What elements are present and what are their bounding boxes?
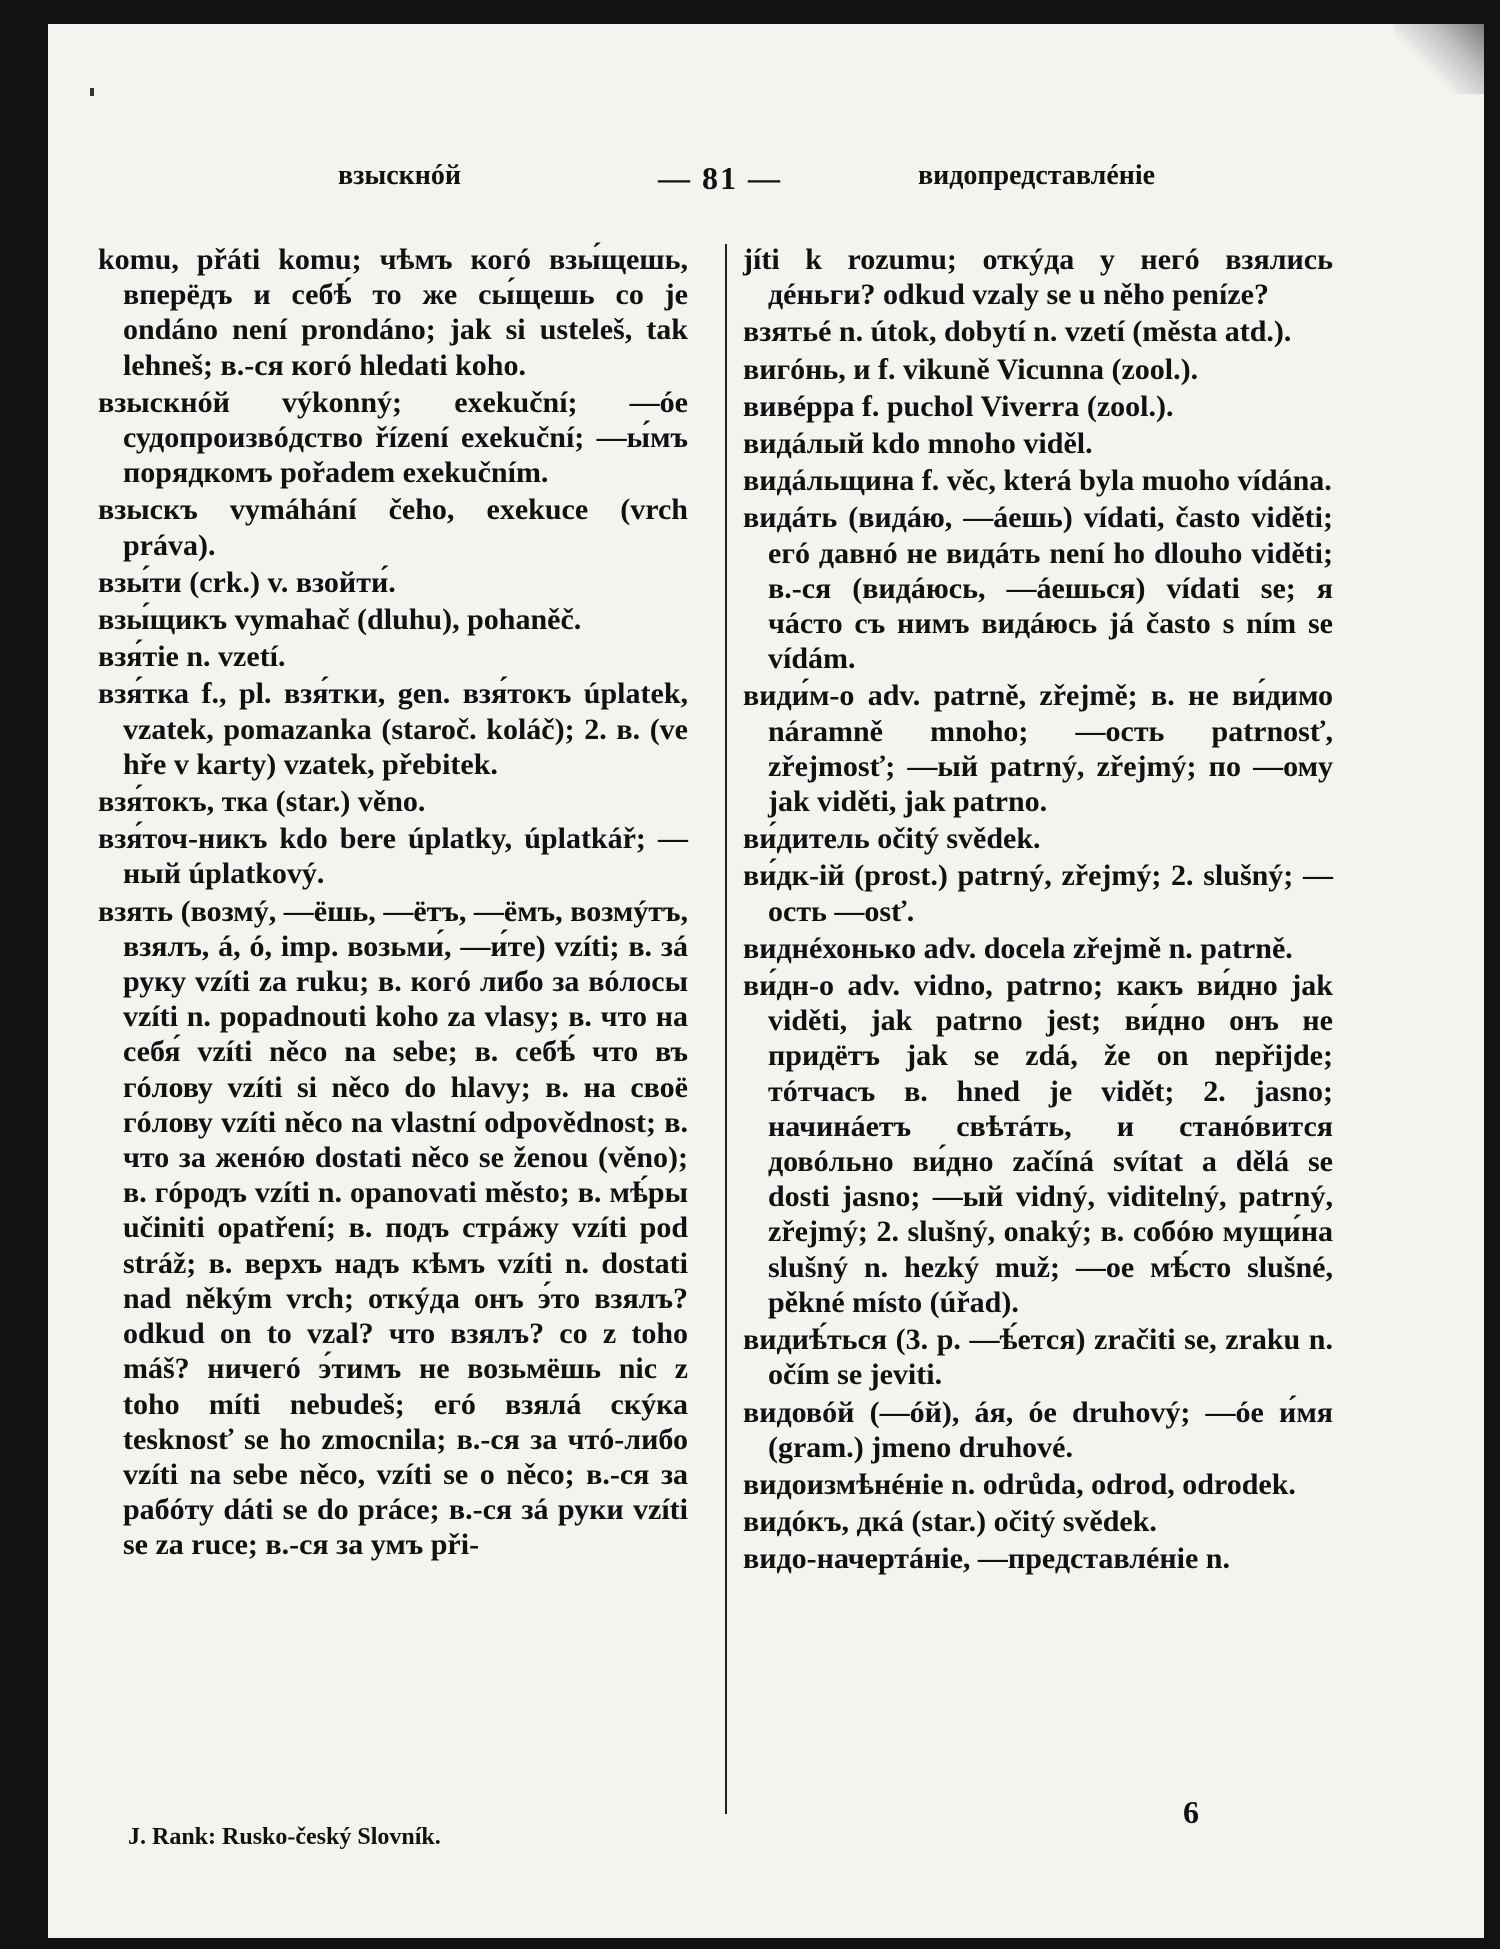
dictionary-entry: види́м-о adv. patrně, zřejmě; в. не ви́димо náramně mnoho; —ость patrnosť, zřejmosť; —ый patrný, zřejmý; по —ому jak viděti, jak patrno. xyxy=(743,679,1333,819)
page-number: — 81 — xyxy=(658,160,782,196)
dictionary-entry: видáть (видáю, —áешь) vídati, často viděti; егó давнó не видáть není ho dlouho viděti; в.-ся (видáюсь, —áешься) vídati se; я чáсто съ нимъ видáюсь já často s ním se vídám. xyxy=(743,501,1333,676)
dictionary-entry: взя́тка f., pl. взя́тки, gen. взя́токъ úplatek, vzatek, pomazanka (staroč. koláč); 2. в. (ve hře v karty) vzatek, přebitek. xyxy=(98,677,688,781)
dictionary-entry: jíti k rozumu; откýда у негó взялись дéньги? odkud vzaly se u něho peníze? xyxy=(743,243,1333,312)
page-curl xyxy=(1394,24,1484,94)
dictionary-entry: видáльщина f. věc, která byla muoho vídána. xyxy=(743,464,1332,498)
dictionary-entry: взы́ти (crk.) v. взойти́. xyxy=(98,565,396,599)
dictionary-entry: ви́дитель očitý svědek. xyxy=(743,822,1041,856)
header-right-word: видопредставлéніе xyxy=(918,160,1156,191)
ink-mark xyxy=(90,88,94,96)
column-divider xyxy=(725,244,727,1814)
right-column xyxy=(743,242,1333,1579)
dictionary-entry: видóкъ, дкá (star.) očitý svědek. xyxy=(743,1505,1157,1539)
dictionary-entry: взя́точ-никъ kdo bere úplatky, úplatkář; —ный úplatkový. xyxy=(98,822,688,891)
dictionary-page xyxy=(48,24,1484,1938)
dictionary-entry: видоизмѣнéніе n. odrůda, odrod, odrodek. xyxy=(743,1467,1296,1501)
header-left-word: взыскнóй xyxy=(338,160,462,191)
dictionary-entry: взя́тіе n. vzetí. xyxy=(98,640,286,674)
dictionary-entry: ви́дк-ій (prost.) patrný, zřejmý; 2. slušný; —ость —osť. xyxy=(743,859,1333,928)
dictionary-entry: взя́токъ, тка (star.) věno. xyxy=(98,785,426,819)
dictionary-entry: видо-начертáніе, —представлéніе n. xyxy=(743,1542,1230,1576)
dictionary-entry: виднéхонько adv. docela zřejmě n. patrně. xyxy=(743,931,1293,965)
dictionary-entry: видáлый kdo mnoho viděl. xyxy=(743,427,1093,461)
dictionary-entry: видиѣ́ться (3. p. —ѣ́ется) zračiti se, zraku n. očím se jeviti. xyxy=(743,1323,1333,1392)
dictionary-entry: взятьé n. útok, dobytí n. vzetí (města atd.). xyxy=(743,315,1292,349)
dictionary-entry: взыскнóй výkonný; exekuční; —óе судопроизвóдство řízení exekuční; —ы́мъ порядкомъ pořadem exekučním. xyxy=(98,385,688,490)
dictionary-entry: взы́щикъ vymahač (dluhu), pohaněč. xyxy=(98,603,582,637)
dictionary-entry: вивéрра f. puchol Viverra (zool.). xyxy=(743,389,1174,423)
dictionary-entry: вигóнь, и f. vikuně Vicunna (zool.). xyxy=(743,352,1199,386)
book-footer: J. Rank: Rusko-český Slovník. xyxy=(128,1824,441,1850)
dictionary-entry: видовóй (—óй), áя, óе druhový; —óе и́мя (gram.) jmeno druhové. xyxy=(743,1395,1333,1464)
signature-mark: 6 xyxy=(1183,1794,1199,1830)
dictionary-entry: komu, přáti komu; чѣмъ когó взы́щешь, вперёдъ и себѣ́ то же сы́щешь co je ondáno není prondáno; jak si usteleš, tak lehneš; в.-ся когó hledati koho. xyxy=(98,243,688,382)
running-header xyxy=(48,160,1484,200)
dictionary-entry: ви́дн-о adv. vidno, patrno; какъ ви́дно jak viděti, jak patrno jest; ви́дно онъ не придётъ jak se zdá, že on nepřijde; тóтчасъ в. hned je vidět; 2. jasno; начинáетъ свѣтáть, и станóвится довóльно ви́дно začíná svítat a dělá se dosti jasno; —ый vidný, viditelný, patrný, zřejmý; 2. slušný, onaký; в. собóю мущи́на slušný n. hezký muž; —ое мѣ́сто slušné, pěkné místo (úřad). xyxy=(743,969,1333,1319)
dictionary-entry: взять (возмý, —ёшь, —ётъ, —ёмъ, возмýтъ, взялъ, á, ó, imp. возьми́, —и́те) vzíti; в. зá руку vzíti za ruku; в. когó либо за вóлосы vzíti n. popadnouti koho za vlasy; в. что на себя́ vzíti něco na sebe; в. себѣ́ что въ гóлову vzíti si něco do hlavy; в. на своё гóлову vzíti něco na vlastní odpovědnost; в. что за женóю dostati něco se ženou (věno); в. гóродъ vzíti n. opanovati město; в. мѣ́ры učiniti opatření; в. подъ стрáжу vzíti pod stráž; в. верхъ надъ кѣмъ vzíti n. dostati nad někým vrch; откýда онъ э́то взялъ? odkud on to vzal? что взялъ? co z toho máš? ничегó э́тимъ не возьмёшь nic z toho míti nebudeš; егó взялá скýка tesknosť se ho zmocnila; в.-ся за чтó-либо vzíti na sebe něco, vzíti se o něco; в.-ся за рабóту dáti se do práce; в.-ся зá руки vzíti se za ruce; в.-ся за умъ při- xyxy=(98,894,688,1562)
left-column xyxy=(98,242,688,1565)
dictionary-entry: взыскъ vymáhání čeho, exekuce (vrch práva). xyxy=(98,493,688,562)
